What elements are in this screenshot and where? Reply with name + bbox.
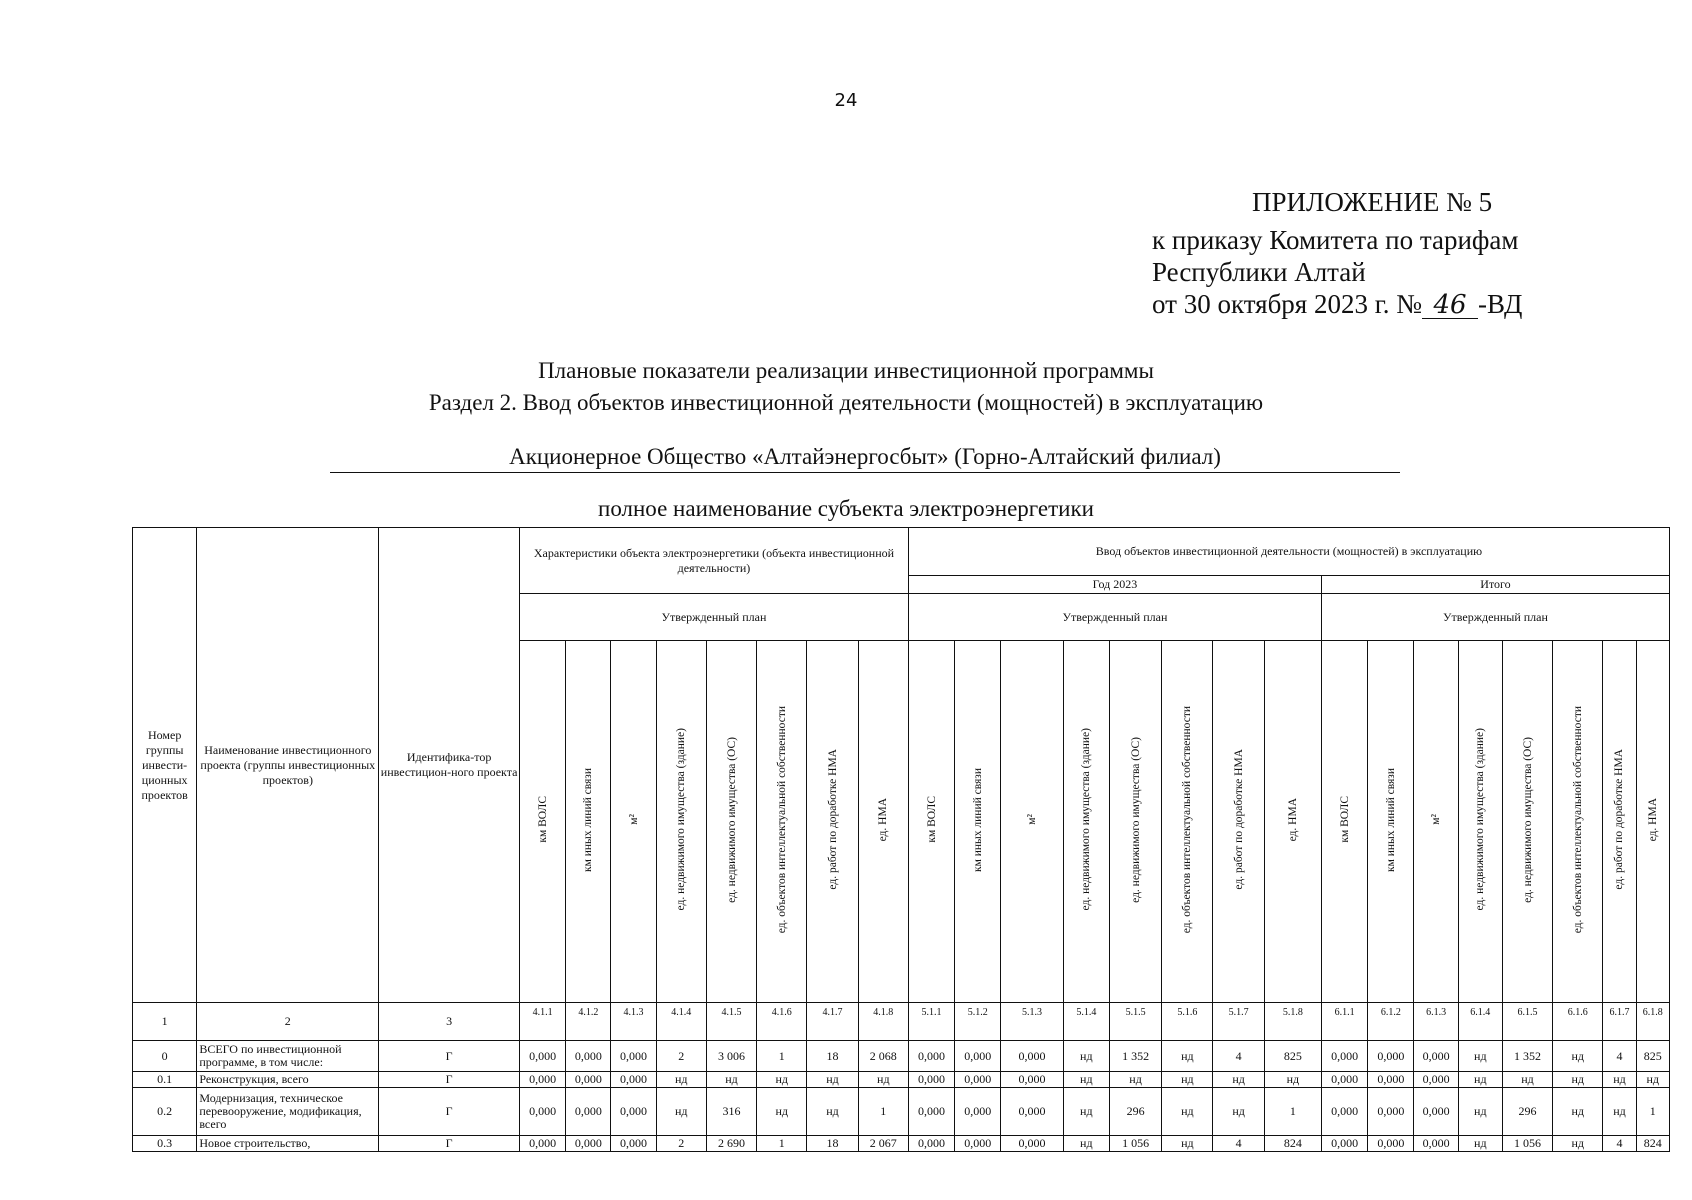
- table-cell: 0,000: [908, 1136, 954, 1152]
- unit-header: км ВОЛС: [1321, 641, 1367, 1003]
- table-cell: нд: [1063, 1041, 1109, 1072]
- unit-header: км иных линий связи: [1368, 641, 1414, 1003]
- table-cell: нд: [1213, 1088, 1264, 1136]
- table-cell: нд: [1553, 1041, 1603, 1072]
- column-number: 5.1.3: [1001, 1003, 1063, 1041]
- handwritten-order-number: 46: [1422, 292, 1478, 319]
- table-cell: нд: [656, 1088, 706, 1136]
- table-cell: 0,000: [1001, 1041, 1063, 1072]
- table-cell: 1 056: [1502, 1136, 1552, 1152]
- entity-caption: полное наименование субъекта электроэнергетики: [598, 496, 1094, 521]
- table-cell: нд: [1553, 1136, 1603, 1152]
- table-cell: 0,000: [519, 1136, 565, 1152]
- table-cell: 0,000: [519, 1072, 565, 1088]
- header-group-number: Номер группы инвести-ционных проектов: [133, 528, 197, 1003]
- table-cell: нд: [656, 1072, 706, 1088]
- table-cell: 0.3: [133, 1136, 197, 1152]
- table-cell: 0,000: [1368, 1088, 1414, 1136]
- column-number-row: [133, 1003, 1670, 1041]
- column-number: 5.1.6: [1162, 1003, 1213, 1041]
- column-number: 6.1.1: [1321, 1003, 1367, 1041]
- table-cell: Реконструкция, всего: [197, 1072, 379, 1088]
- table-cell: 0,000: [955, 1136, 1001, 1152]
- table-row: [133, 1041, 1670, 1072]
- unit-header: ед. НМА: [1264, 641, 1321, 1003]
- table-cell: 0,000: [566, 1088, 611, 1136]
- table-cell: 0,000: [1001, 1136, 1063, 1152]
- table-cell: 0,000: [1414, 1041, 1458, 1072]
- table-cell: нд: [1458, 1088, 1502, 1136]
- table-cell: 0,000: [908, 1088, 954, 1136]
- table-cell: 0,000: [1001, 1072, 1063, 1088]
- unit-header: км ВОЛС: [519, 641, 565, 1003]
- appendix-line-2: Республики Алтай: [1152, 257, 1366, 287]
- column-number: 5.1.7: [1213, 1003, 1264, 1041]
- table-cell: ВСЕГО по инвестиционной программе, в том числе:: [197, 1041, 379, 1072]
- table-cell: нд: [1162, 1072, 1213, 1088]
- unit-header: ед. недвижимого имущества (ОС): [1502, 641, 1552, 1003]
- table-cell: 1: [757, 1136, 807, 1152]
- table-cell: 1 352: [1502, 1041, 1552, 1072]
- column-number: 6.1.7: [1603, 1003, 1636, 1041]
- table-cell: 4: [1213, 1041, 1264, 1072]
- table-cell: 0,000: [566, 1072, 611, 1088]
- header-approved-plan-char: Утвержденный план: [519, 594, 908, 641]
- table-cell: 0,000: [1368, 1041, 1414, 1072]
- table-cell: нд: [858, 1072, 908, 1088]
- unit-header: ед. недвижимого имущества (здание): [1063, 641, 1109, 1003]
- table-cell: нд: [1264, 1072, 1321, 1088]
- table-cell: 296: [1502, 1088, 1552, 1136]
- table-cell: нд: [807, 1072, 858, 1088]
- unit-header: ед. НМА: [858, 641, 908, 1003]
- header-approved-plan-total: Утвержденный план: [1321, 594, 1669, 641]
- table-cell: нд: [1063, 1136, 1109, 1152]
- table-cell: 0,000: [1368, 1136, 1414, 1152]
- table-cell: нд: [1458, 1136, 1502, 1152]
- column-number: 6.1.4: [1458, 1003, 1502, 1041]
- table-cell: 0,000: [566, 1041, 611, 1072]
- table-cell: 1 352: [1109, 1041, 1161, 1072]
- unit-header: ед. НМА: [1636, 641, 1669, 1003]
- table-cell: 0,000: [1321, 1072, 1367, 1088]
- table-cell: нд: [1063, 1072, 1109, 1088]
- table-cell: нд: [1213, 1072, 1264, 1088]
- table-cell: Модернизация, техническое перевооружение, модификация, всего: [197, 1088, 379, 1136]
- table-cell: 2 067: [858, 1136, 908, 1152]
- table-cell: 2 690: [706, 1136, 756, 1152]
- column-number: 4.1.8: [858, 1003, 908, 1041]
- column-number: 6.1.2: [1368, 1003, 1414, 1041]
- table-row: [133, 1136, 1670, 1152]
- indicators-table: [132, 527, 1670, 1152]
- table-cell: нд: [1109, 1072, 1161, 1088]
- unit-header: ед. недвижимого имущества (здание): [656, 641, 706, 1003]
- column-number: 5.1.4: [1063, 1003, 1109, 1041]
- table-cell: 0,000: [1414, 1088, 1458, 1136]
- unit-header: ед. недвижимого имущества (ОС): [1109, 641, 1161, 1003]
- table-cell: 0,000: [1368, 1072, 1414, 1088]
- table-cell: нд: [1162, 1136, 1213, 1152]
- table-cell: 824: [1264, 1136, 1321, 1152]
- unit-header: км ВОЛС: [908, 641, 954, 1003]
- unit-header: м²: [1001, 641, 1063, 1003]
- table-cell: нд: [1502, 1072, 1552, 1088]
- table-cell: 0.1: [133, 1072, 197, 1088]
- table-cell: 4: [1603, 1041, 1636, 1072]
- table-cell: 0,000: [955, 1072, 1001, 1088]
- table-cell: нд: [1162, 1041, 1213, 1072]
- table-cell: 296: [1109, 1088, 1161, 1136]
- table-cell: нд: [1553, 1072, 1603, 1088]
- unit-header: км иных линий связи: [566, 641, 611, 1003]
- column-number: 6.1.6: [1553, 1003, 1603, 1041]
- column-number: 1: [133, 1003, 197, 1041]
- table-cell: нд: [1458, 1041, 1502, 1072]
- table-cell: 4: [1603, 1136, 1636, 1152]
- table-cell: 1: [1264, 1088, 1321, 1136]
- table-cell: 1: [1636, 1088, 1669, 1136]
- table-cell: нд: [1603, 1072, 1636, 1088]
- unit-header: ед. работ по доработке НМА: [807, 641, 858, 1003]
- order-suffix: -ВД: [1478, 289, 1523, 319]
- table-row: [133, 1088, 1670, 1136]
- table-cell: 0,000: [955, 1088, 1001, 1136]
- header-approved-plan-year: Утвержденный план: [908, 594, 1321, 641]
- table-cell: 0,000: [1321, 1041, 1367, 1072]
- table-cell: 316: [706, 1088, 756, 1136]
- table-cell: 0,000: [908, 1041, 954, 1072]
- table-cell: 825: [1636, 1041, 1669, 1072]
- table-cell: 0.2: [133, 1088, 197, 1136]
- table-cell: нд: [1458, 1072, 1502, 1088]
- table-cell: нд: [1553, 1088, 1603, 1136]
- table-cell: нд: [807, 1088, 858, 1136]
- table-cell: Г: [379, 1072, 520, 1088]
- table-cell: Г: [379, 1136, 520, 1152]
- table-cell: 0,000: [566, 1136, 611, 1152]
- table-cell: 1 056: [1109, 1136, 1161, 1152]
- section-heading: Раздел 2. Ввод объектов инвестиционной деятельности (мощностей) в эксплуатацию: [428, 390, 1264, 415]
- unit-header: м²: [1414, 641, 1458, 1003]
- table-cell: 0,000: [611, 1041, 656, 1072]
- unit-header: м²: [611, 641, 656, 1003]
- document-heading: Плановые показатели реализации инвестиционной программы: [538, 358, 1154, 383]
- entity-name: Акционерное Общество «Алтайэнергосбыт» (Горно-Алтайский филиал): [330, 444, 1400, 473]
- column-number: 4.1.4: [656, 1003, 706, 1041]
- table-cell: 2 068: [858, 1041, 908, 1072]
- table-cell: 4: [1213, 1136, 1264, 1152]
- order-date: от 30 октября 2023 г. №: [1152, 289, 1423, 319]
- header-characteristics: Характеристики объекта электроэнергетики (объекта инвестиционной деятельности): [519, 528, 908, 594]
- column-number: 4.1.2: [566, 1003, 611, 1041]
- table-cell: Новое строительство,: [197, 1136, 379, 1152]
- table-cell: 0: [133, 1041, 197, 1072]
- unit-header: ед. объектов интеллектуальной собственности: [757, 641, 807, 1003]
- table-row: [133, 1072, 1670, 1088]
- table-cell: нд: [1063, 1088, 1109, 1136]
- column-number: 5.1.2: [955, 1003, 1001, 1041]
- appendix-line-1: к приказу Комитета по тарифам: [1152, 225, 1519, 255]
- table-cell: Г: [379, 1041, 520, 1072]
- column-number: 6.1.5: [1502, 1003, 1552, 1041]
- table-cell: 0,000: [611, 1072, 656, 1088]
- column-number: 3: [379, 1003, 520, 1041]
- column-number: 5.1.5: [1109, 1003, 1161, 1041]
- table-cell: 0,000: [611, 1088, 656, 1136]
- column-number: 5.1.8: [1264, 1003, 1321, 1041]
- page-number: 24: [834, 90, 858, 111]
- column-number: 4.1.6: [757, 1003, 807, 1041]
- table-cell: 824: [1636, 1136, 1669, 1152]
- table-cell: 2: [656, 1041, 706, 1072]
- column-number: 4.1.7: [807, 1003, 858, 1041]
- table-cell: нд: [1603, 1088, 1636, 1136]
- column-number: 6.1.3: [1414, 1003, 1458, 1041]
- table-cell: нд: [757, 1072, 807, 1088]
- unit-header: ед. недвижимого имущества (здание): [1458, 641, 1502, 1003]
- table-cell: 0,000: [955, 1041, 1001, 1072]
- column-number: 6.1.8: [1636, 1003, 1669, 1041]
- unit-header: ед. работ по доработке НМА: [1213, 641, 1264, 1003]
- table-cell: 825: [1264, 1041, 1321, 1072]
- table-cell: 0,000: [519, 1088, 565, 1136]
- column-number: 4.1.3: [611, 1003, 656, 1041]
- unit-header: ед. объектов интеллектуальной собственности: [1162, 641, 1213, 1003]
- table-cell: 0,000: [1414, 1072, 1458, 1088]
- table-cell: 1: [858, 1088, 908, 1136]
- table-cell: 0,000: [611, 1136, 656, 1152]
- table-cell: 1: [757, 1041, 807, 1072]
- column-number: 4.1.1: [519, 1003, 565, 1041]
- header-total: Итого: [1321, 576, 1669, 594]
- header-input: Ввод объектов инвестиционной деятельности (мощностей) в эксплуатацию: [908, 528, 1669, 576]
- table-cell: 18: [807, 1136, 858, 1152]
- header-year: Год 2023: [908, 576, 1321, 594]
- table-cell: нд: [757, 1088, 807, 1136]
- table-cell: 0,000: [1321, 1136, 1367, 1152]
- table-cell: Г: [379, 1088, 520, 1136]
- table-cell: 0,000: [1321, 1088, 1367, 1136]
- table-cell: 0,000: [908, 1072, 954, 1088]
- column-number: 4.1.5: [706, 1003, 756, 1041]
- column-number: 5.1.1: [908, 1003, 954, 1041]
- header-project-name: Наименование инвестиционного проекта (группы инвестиционных проектов): [197, 528, 379, 1003]
- column-number: 2: [197, 1003, 379, 1041]
- table-cell: 2: [656, 1136, 706, 1152]
- appendix-block: [1152, 186, 1522, 320]
- table-cell: 3 006: [706, 1041, 756, 1072]
- table-cell: нд: [1162, 1088, 1213, 1136]
- table-cell: 18: [807, 1041, 858, 1072]
- appendix-line-3: [1152, 288, 1522, 320]
- header-identifier: Идентифика-тор инвестицион-ного проекта: [379, 528, 520, 1003]
- table-cell: 0,000: [1414, 1136, 1458, 1152]
- table-cell: нд: [706, 1072, 756, 1088]
- table-cell: нд: [1636, 1072, 1669, 1088]
- unit-header: ед. объектов интеллектуальной собственности: [1553, 641, 1603, 1003]
- unit-header: км иных линий связи: [955, 641, 1001, 1003]
- unit-header: ед. недвижимого имущества (ОС): [706, 641, 756, 1003]
- table-cell: 0,000: [519, 1041, 565, 1072]
- unit-header: ед. работ по доработке НМА: [1603, 641, 1636, 1003]
- appendix-title: ПРИЛОЖЕНИЕ № 5: [1252, 187, 1493, 217]
- table-cell: 0,000: [1001, 1088, 1063, 1136]
